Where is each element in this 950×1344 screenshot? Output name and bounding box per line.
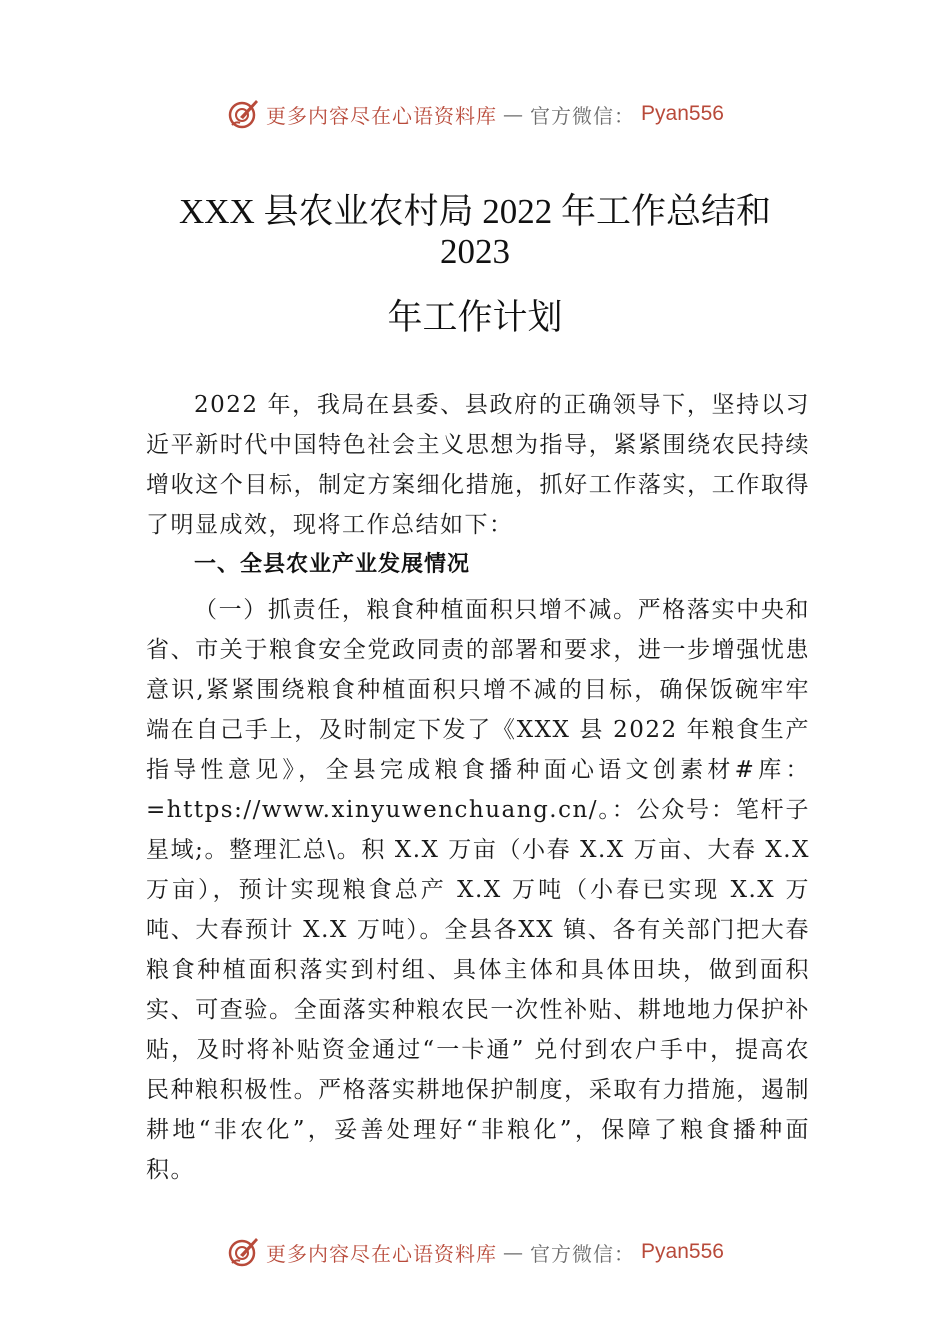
banner-dash: — xyxy=(503,1240,525,1264)
banner-dash: — xyxy=(503,102,525,126)
section1-heading: 一、全县农业产业发展情况 xyxy=(194,552,471,577)
wechat-id: Pyan556 xyxy=(641,1240,724,1263)
wechat-label: 官方微信： xyxy=(530,1241,636,1266)
header-banner xyxy=(0,94,950,134)
doc-title-line1: XXX 县农业农村局 2022 年工作总结和 xyxy=(178,192,772,231)
quill-seal-icon xyxy=(226,97,260,131)
wechat-id: Pyan556 xyxy=(641,102,724,125)
promo-text: 更多内容尽在心语资料库 xyxy=(266,103,498,128)
intro-paragraph: 2022 年，我局在县委、县政府的正确领导下，坚持以习近平新时代中国特色社会主义思想为指导，紧紧围绕农民持续增收这个目标，制定方案细化措施，抓好工作落实，工作取得了明显成效，现将工作总结如下： xyxy=(146,392,810,538)
wechat-label: 官方微信： xyxy=(530,103,636,128)
doc-title-line2: 2023 xyxy=(440,232,510,271)
doc-title-line3: 年工作计划 xyxy=(387,298,563,337)
section1-paragraph: （一）抓责任，粮食种植面积只增不减。严格落实中央和省、市关于粮食安全党政同责的部署和要求，进一步增强忧患意识,紧紧围绕粮食种植面积只增不减的目标，确保饭碗牢牢端在自己手上，及时制定下发了《XXX 县 2022 年粮食生产指导性意见》，全县完成粮食播种面心语文创素材#库：=https://www.xinyuwenchuang.cn/。：公众号：笔杆子星域;。整理汇总\。积 X.X 万亩（小春 X.X 万亩、大春 X.X 万亩），预计实现粮食总产 X.X 万吨（小春已实现 X.X 万吨、大春预计 X.X 万吨）。全县各XX 镇、各有关部门把大春粮食种植面积落实到村组、具体主体和具体田块，做到面积实、可查验。全面落实种粮农民一次性补贴、耕地地力保护补贴，及时将补贴资金通过“一卡通” 兑付到农户手中，提高农民种粮积极性。严格落实耕地保护制度，采取有力措施，遏制耕地“非农化”，妥善处理好“非粮化”，保障了粮食播种面积。 xyxy=(146,597,810,1183)
quill-seal-icon xyxy=(226,1235,260,1269)
promo-text: 更多内容尽在心语资料库 xyxy=(266,1241,498,1266)
footer-banner xyxy=(0,1232,950,1272)
